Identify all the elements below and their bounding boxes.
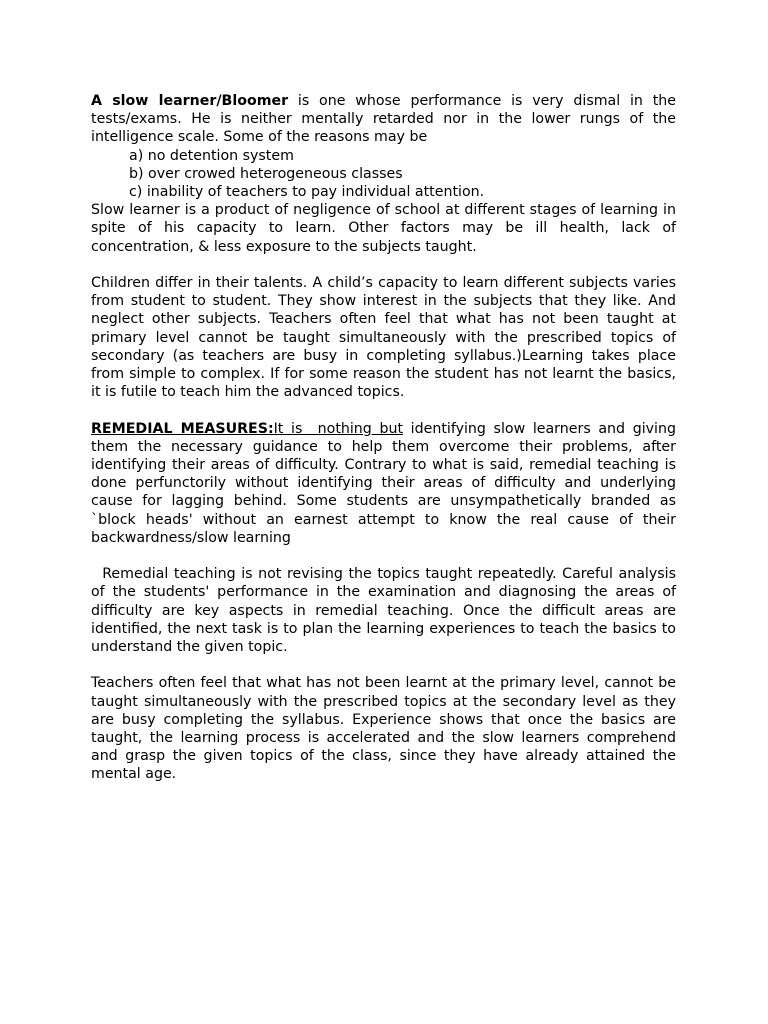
remedial-text: identifying slow learners and giving them the necessary guidance to help them overcome their problems, after identifying their areas of difficulty. Contrary to what is said, remedial teaching is done perfunctorily without identifying their areas of difficulty and underlying cause for lagging behind. Some students are unsympathetically branded as `block heads' without an earnest attempt to know the real cause of their backwardness/slow learning <box>91 420 676 546</box>
paragraph-gap <box>91 547 676 565</box>
remedial-measures-paragraph <box>91 420 676 547</box>
talents-paragraph: Children differ in their talents. A child’s capacity to learn different subjects varies from student to student. They show interest in the subjects that they like. And neglect other subjects. Teachers often feel that what has not been taught at primary level cannot be taught simultaneously with the prescribed topics of secondary (as teachers are busy in completing syllabus.)Learning takes place from simple to complex. If for some reason the student has not learnt the basics, it is futile to teach him the advanced topics. <box>91 275 676 401</box>
list-item: b) over crowed heterogeneous classes <box>129 165 403 182</box>
intro-paragraph <box>91 92 676 147</box>
paragraph-gap <box>91 256 676 274</box>
intro-lead-term: A slow learner/Bloomer <box>91 93 289 109</box>
document-page <box>91 92 681 784</box>
paragraph-gap <box>91 401 676 419</box>
negligence-paragraph: Slow learner is a product of negligence of school at different stages of learning in spite of his capacity to learn. Other factors may be ill health, lack of concentration, & less exposure to the subjects taught. <box>91 202 676 255</box>
teachers-paragraph: Teachers often feel that what has not been learnt at the primary level, cannot be taught simultaneously with the prescribed topics at the secondary level as they are busy completing the syllabus. Experience shows that once the basics are taught, the learning process is accelerated and the slow learners comprehend and grasp the given topics of the class, since they have already attained the mental age. <box>91 675 676 783</box>
reasons-list <box>91 147 676 202</box>
intro-text: is one whose performance is very dismal in the tests/exams. He is neither mentally retarded nor in the lower rungs of the intelligence scale. Some of the reasons may be <box>91 93 676 146</box>
remedial-underlined-text: It is nothing but <box>273 420 404 437</box>
list-item: c) inability of teachers to pay individual attention. <box>129 184 485 201</box>
remedial-measures-heading: REMEDIAL MEASURES: <box>91 420 274 437</box>
paragraph-gap <box>91 656 676 674</box>
list-item: a) no detention system <box>129 147 294 164</box>
remedial-teaching-paragraph: Remedial teaching is not revising the topics taught repeatedly. Careful analysis of the students' performance in the examination and diagnosing the areas of difficulty are key aspects in remedial teaching. Once the difficult areas are identified, the next task is to plan the learning experiences to teach the basics to understand the given topic. <box>91 566 681 656</box>
